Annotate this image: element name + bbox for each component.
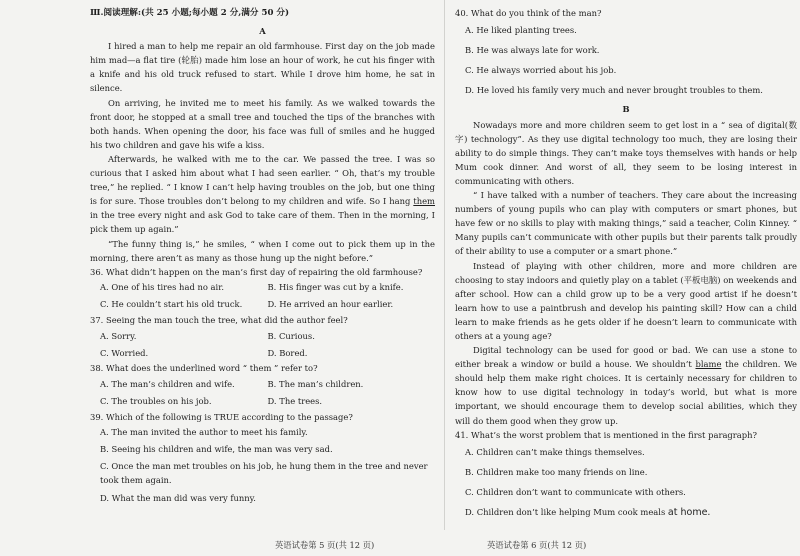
question-38 <box>90 361 435 409</box>
question-41-option-d <box>465 502 797 523</box>
question-37-option-b: B. Curious. <box>267 330 315 341</box>
question-39-option-a: A. The man invited the author to meet his family. <box>100 427 308 438</box>
question-36-option-c: C. He couldn’t start his old truck. <box>100 299 243 310</box>
question-39 <box>90 410 435 507</box>
question-37-option-c: C. Worried. <box>100 347 149 358</box>
question-37-option-d: D. Bored. <box>267 347 308 358</box>
question-39-stem: 39. Which of the following is TRUE according to the passage? <box>90 411 353 422</box>
question-41-option-b: B. Children make too many friends on line. <box>465 466 648 477</box>
column-divider <box>444 0 445 530</box>
p4-text-before: Digital technology can be used for good or bad. We can use a stone to either break a window or build a house. We shouldn’t <box>455 345 797 370</box>
question-37-stem: 37. Seeing the man touch the tree, what did the author feel? <box>90 314 348 325</box>
passage-a-paragraph-3 <box>90 152 435 237</box>
passage-a-paragraph-2: On arriving, he invited me to meet his family. As we walked towards the front door, he stopped at a small tree and touched the tips of the branches with both hands. When opening the door, his face was full of smiles and he hugged his two children and gave his wife a kiss. <box>90 97 435 150</box>
question-37-option-a: A. Sorry. <box>100 330 137 341</box>
question-38-option-a: A. The man’s children and wife. <box>100 378 235 389</box>
question-40-option-d: D. He loved his family very much and never brought troubles to them. <box>465 85 763 96</box>
question-41-option-c: C. Children don’t want to communicate with others. <box>465 486 686 497</box>
p3-text-after: in the tree every night and ask God to take care of them. Then in the morning, I pick them up again.” <box>90 210 435 235</box>
section-title: Ⅲ.阅读理解:(共 25 小题;每小题 2 分,满分 50 分) <box>90 8 290 18</box>
passage-a-paragraph-4: “The funny thing is,” he smiles, “ when I come out to pick them up in the morning, there aren’t as many as those hung up the night before.” <box>90 238 435 263</box>
left-column <box>90 6 435 506</box>
right-column <box>455 6 797 523</box>
passage-b-paragraph-3: Instead of playing with other children, more and more children are choosing to stay indoors and quietly play on a tablet (平板电脑) on weekends and after school. How can a child grow up to be a very good artist if he doesn’t learn how to use a paintbrush and develop his painting skill? How can a child learn to make friends as he gets older if he doesn’t learn to communicate with others at a young age? <box>455 260 797 341</box>
question-36-option-a: A. One of his tires had no air. <box>100 282 224 293</box>
passage-b-paragraph-4 <box>455 343 797 428</box>
question-37 <box>90 313 435 361</box>
question-36-option-b: B. His finger was cut by a knife. <box>267 282 404 293</box>
question-40 <box>455 6 797 100</box>
question-39-option-c: C. Once the man met troubles on his job, he hung them in the tree and never took them again. <box>100 461 428 486</box>
passage-a-label: A <box>259 26 266 37</box>
question-40-option-b: B. He was always late for work. <box>465 45 600 56</box>
question-36-stem: 36. What didn’t happen on the man’s first day of repairing the old farmhouse? <box>90 266 423 277</box>
page-footer-right: 英语试卷第 6 页(共 12 页) <box>487 540 587 550</box>
question-40-option-c: C. He always worried about his job. <box>465 65 617 76</box>
p4-text-after: the children. We should help them make right choices. It is certainly necessary for children to know how to use digital technology in today’s world, but what is more important, we should encourage them to develop social abilities, which they will do them good when they grow up. <box>455 359 797 426</box>
passage-a-paragraph-1: I hired a man to help me repair an old farmhouse. First day on the job made him mad—a flat tire (轮胎) made him lose an hour of work, he cut his finger with a knife and his old truck refused to start. While I drove him home, he sat in silence. <box>90 41 435 94</box>
passage-b-paragraph-2: “ I have talked with a number of teachers. They care about the increasing numbers of young pupils who can play with computers or smart phones, but have few or no skills to play with making things,” said a teacher, Colin Kinney. “ Many pupils can’t communicate with other pupils but their parents talk proudly of their ability to use a computer or a smart phone.” <box>455 190 797 257</box>
underlined-word-blame: blame <box>695 359 722 370</box>
question-39-option-d: D. What the man did was very funny. <box>100 492 256 503</box>
question-39-option-b: B. Seeing his children and wife, the man was very sad. <box>100 444 333 455</box>
question-41-option-a: A. Children can’t make things themselves. <box>465 446 645 457</box>
question-36 <box>90 265 435 313</box>
question-38-option-b: B. The man’s children. <box>267 378 364 389</box>
question-41-stem: 41. What’s the worst problem that is mentioned in the first paragraph? <box>455 429 758 440</box>
question-40-stem: 40. What do you think of the man? <box>455 8 602 18</box>
question-38-stem: 38. What does the underlined word “ them ” refer to? <box>90 363 318 374</box>
p3-text-before: Afterwards, he walked with me to the car. We passed the tree. I was so curious that I asked him about what I had seen earlier. “ Oh, that’s my trouble tree,” he replied. “ I know I can’t help having troubles on the job, but one thing is for sure. Those troubles don’t belong to my children and wife. So I hang <box>90 153 435 207</box>
passage-b-paragraph-1: Nowadays more and more children seem to get lost in a “ sea of digital(数字) technology”. As they use digital technology too much, they are losing their ability to do simple things. They can’t make toys themselves with hands or help Mum cook dinner. And worst of all, they seem to be losing interest in communicating with others. <box>455 119 797 186</box>
question-41 <box>455 428 797 523</box>
handwritten-annotation: at home. <box>667 507 711 518</box>
page-footer-left: 英语试卷第 5 页(共 12 页) <box>275 540 375 550</box>
question-38-option-c: C. The troubles on his job. <box>100 395 212 406</box>
question-36-option-d: D. He arrived an hour earlier. <box>267 299 394 310</box>
underlined-word-them: them <box>413 196 435 207</box>
question-41-option-d-text: D. Children don’t like helping Mum cook meals <box>465 507 668 517</box>
passage-b-label: B <box>622 104 630 115</box>
question-40-option-a: A. He liked planting trees. <box>465 25 577 36</box>
question-38-option-d: D. The trees. <box>267 395 323 406</box>
